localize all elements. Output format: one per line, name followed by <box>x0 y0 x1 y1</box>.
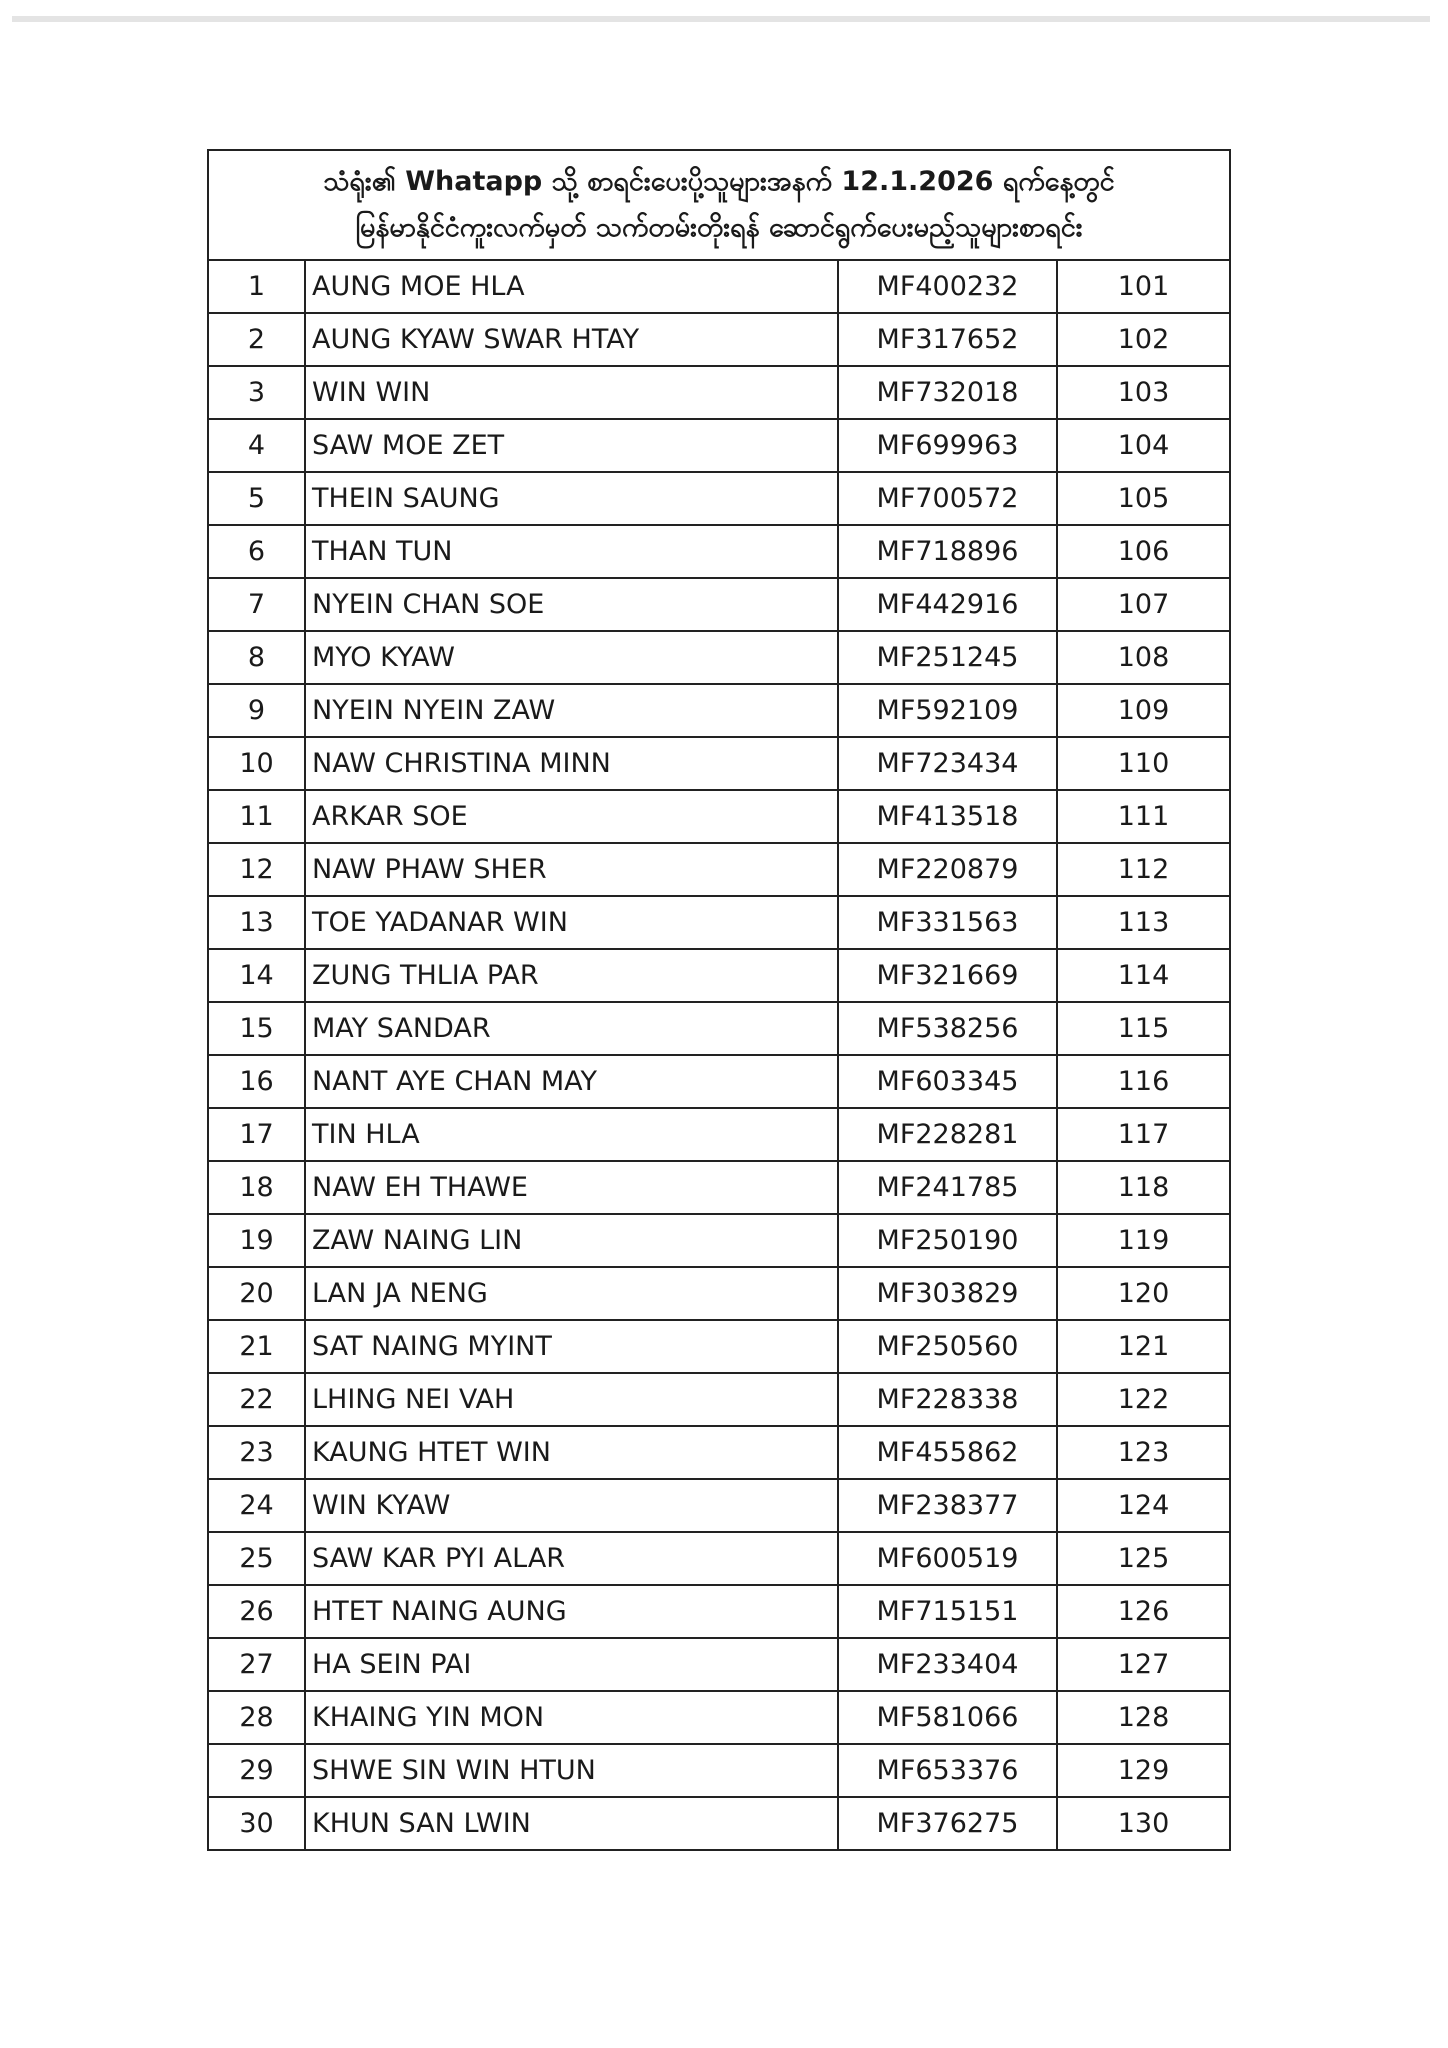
serial-number-cell: 1 <box>209 261 305 313</box>
passport-number-cell: MF317652 <box>838 313 1057 366</box>
serial-number-cell: 29 <box>209 1744 305 1797</box>
list-number-cell: 102 <box>1057 313 1229 366</box>
list-number-cell: 128 <box>1057 1691 1229 1744</box>
list-number-cell: 109 <box>1057 684 1229 737</box>
passport-number-cell: MF238377 <box>838 1479 1057 1532</box>
name-cell: WIN WIN <box>305 366 838 419</box>
passport-number-cell: MF603345 <box>838 1055 1057 1108</box>
passport-number-cell: MF600519 <box>838 1532 1057 1585</box>
name-cell: THAN TUN <box>305 525 838 578</box>
name-cell: SHWE SIN WIN HTUN <box>305 1744 838 1797</box>
passport-number-cell: MF723434 <box>838 737 1057 790</box>
list-number-cell: 111 <box>1057 790 1229 843</box>
serial-number-cell: 8 <box>209 631 305 684</box>
serial-number-cell: 12 <box>209 843 305 896</box>
table-row <box>209 1638 1229 1691</box>
list-number-cell: 126 <box>1057 1585 1229 1638</box>
passport-number-cell: MF718896 <box>838 525 1057 578</box>
serial-number-cell: 22 <box>209 1373 305 1426</box>
list-number-cell: 115 <box>1057 1002 1229 1055</box>
list-number-cell: 104 <box>1057 419 1229 472</box>
name-cell: NYEIN CHAN SOE <box>305 578 838 631</box>
table-row <box>209 419 1229 472</box>
list-number-cell: 108 <box>1057 631 1229 684</box>
applicant-list-table <box>207 149 1231 1851</box>
name-cell: HTET NAING AUNG <box>305 1585 838 1638</box>
name-cell: NAW PHAW SHER <box>305 843 838 896</box>
list-number-cell: 121 <box>1057 1320 1229 1373</box>
table-row <box>209 1161 1229 1214</box>
name-cell: HA SEIN PAI <box>305 1638 838 1691</box>
serial-number-cell: 18 <box>209 1161 305 1214</box>
serial-number-cell: 24 <box>209 1479 305 1532</box>
table-row <box>209 684 1229 737</box>
name-cell: NYEIN NYEIN ZAW <box>305 684 838 737</box>
name-cell: SAT NAING MYINT <box>305 1320 838 1373</box>
list-number-cell: 118 <box>1057 1161 1229 1214</box>
serial-number-cell: 20 <box>209 1267 305 1320</box>
list-number-cell: 113 <box>1057 896 1229 949</box>
serial-number-cell: 28 <box>209 1691 305 1744</box>
list-number-cell: 119 <box>1057 1214 1229 1267</box>
name-cell: TOE YADANAR WIN <box>305 896 838 949</box>
serial-number-cell: 30 <box>209 1797 305 1849</box>
passport-number-cell: MF376275 <box>838 1797 1057 1849</box>
serial-number-cell: 21 <box>209 1320 305 1373</box>
list-number-cell: 114 <box>1057 949 1229 1002</box>
passport-number-cell: MF250560 <box>838 1320 1057 1373</box>
passport-number-cell: MF228338 <box>838 1373 1057 1426</box>
list-number-cell: 125 <box>1057 1532 1229 1585</box>
name-cell: NAW EH THAWE <box>305 1161 838 1214</box>
passport-number-cell: MF331563 <box>838 896 1057 949</box>
table-row <box>209 1373 1229 1426</box>
table-row <box>209 1426 1229 1479</box>
table-row <box>209 1479 1229 1532</box>
passport-number-cell: MF732018 <box>838 366 1057 419</box>
name-cell: SAW KAR PYI ALAR <box>305 1532 838 1585</box>
serial-number-cell: 16 <box>209 1055 305 1108</box>
serial-number-cell: 11 <box>209 790 305 843</box>
table-row <box>209 472 1229 525</box>
list-number-cell: 112 <box>1057 843 1229 896</box>
name-cell: NANT AYE CHAN MAY <box>305 1055 838 1108</box>
name-cell: LAN JA NENG <box>305 1267 838 1320</box>
table-row <box>209 790 1229 843</box>
table-row <box>209 631 1229 684</box>
serial-number-cell: 9 <box>209 684 305 737</box>
scan-edge-line <box>12 16 1430 22</box>
serial-number-cell: 13 <box>209 896 305 949</box>
serial-number-cell: 26 <box>209 1585 305 1638</box>
table-row <box>209 1108 1229 1161</box>
table-row <box>209 1055 1229 1108</box>
list-number-cell: 122 <box>1057 1373 1229 1426</box>
name-cell: TIN HLA <box>305 1108 838 1161</box>
list-number-cell: 129 <box>1057 1744 1229 1797</box>
serial-number-cell: 19 <box>209 1214 305 1267</box>
table-row <box>209 1691 1229 1744</box>
table-row <box>209 843 1229 896</box>
name-cell: AUNG KYAW SWAR HTAY <box>305 313 838 366</box>
passport-number-cell: MF400232 <box>838 261 1057 313</box>
serial-number-cell: 15 <box>209 1002 305 1055</box>
title-line-2: မြန်မာနိုင်ငံကူးလက်မှတ် သက်တမ်းတိုးရန် ဆောင်ရွက်ပေးမည့်သူများစာရင်း <box>355 212 1083 243</box>
passport-number-cell: MF581066 <box>838 1691 1057 1744</box>
serial-number-cell: 17 <box>209 1108 305 1161</box>
table-title <box>209 151 1229 261</box>
serial-number-cell: 23 <box>209 1426 305 1479</box>
name-cell: ZUNG THLIA PAR <box>305 949 838 1002</box>
passport-number-cell: MF251245 <box>838 631 1057 684</box>
name-cell: NAW CHRISTINA MINN <box>305 737 838 790</box>
list-number-cell: 124 <box>1057 1479 1229 1532</box>
passport-number-cell: MF303829 <box>838 1267 1057 1320</box>
passport-number-cell: MF241785 <box>838 1161 1057 1214</box>
table-row <box>209 1002 1229 1055</box>
table-row <box>209 313 1229 366</box>
name-cell: SAW MOE ZET <box>305 419 838 472</box>
serial-number-cell: 2 <box>209 313 305 366</box>
name-cell: ZAW NAING LIN <box>305 1214 838 1267</box>
title-line-1: သံရုံး၏ Whatapp သို့ စာရင်းပေးပို့သူများအနက် 12.1.2026 ရက်နေ့တွင် <box>323 166 1115 197</box>
serial-number-cell: 25 <box>209 1532 305 1585</box>
name-cell: WIN KYAW <box>305 1479 838 1532</box>
list-number-cell: 116 <box>1057 1055 1229 1108</box>
passport-number-cell: MF538256 <box>838 1002 1057 1055</box>
list-number-cell: 123 <box>1057 1426 1229 1479</box>
list-number-cell: 105 <box>1057 472 1229 525</box>
name-cell: AUNG MOE HLA <box>305 261 838 313</box>
passport-number-cell: MF699963 <box>838 419 1057 472</box>
table-row <box>209 578 1229 631</box>
table-row <box>209 261 1229 313</box>
table-row <box>209 366 1229 419</box>
passport-number-cell: MF592109 <box>838 684 1057 737</box>
passport-number-cell: MF653376 <box>838 1744 1057 1797</box>
table-row <box>209 1320 1229 1373</box>
applicant-rows <box>209 261 1229 1849</box>
list-number-cell: 101 <box>1057 261 1229 313</box>
passport-number-cell: MF413518 <box>838 790 1057 843</box>
list-number-cell: 130 <box>1057 1797 1229 1849</box>
serial-number-cell: 27 <box>209 1638 305 1691</box>
name-cell: KHAING YIN MON <box>305 1691 838 1744</box>
serial-number-cell: 5 <box>209 472 305 525</box>
table-row <box>209 1214 1229 1267</box>
passport-number-cell: MF228281 <box>838 1108 1057 1161</box>
list-number-cell: 127 <box>1057 1638 1229 1691</box>
list-number-cell: 110 <box>1057 737 1229 790</box>
list-number-cell: 107 <box>1057 578 1229 631</box>
passport-number-cell: MF715151 <box>838 1585 1057 1638</box>
table-row <box>209 1585 1229 1638</box>
table-row <box>209 1267 1229 1320</box>
serial-number-cell: 4 <box>209 419 305 472</box>
name-cell: LHING NEI VAH <box>305 1373 838 1426</box>
passport-number-cell: MF220879 <box>838 843 1057 896</box>
passport-number-cell: MF442916 <box>838 578 1057 631</box>
table-row <box>209 949 1229 1002</box>
name-cell: THEIN SAUNG <box>305 472 838 525</box>
serial-number-cell: 3 <box>209 366 305 419</box>
passport-number-cell: MF700572 <box>838 472 1057 525</box>
name-cell: KAUNG HTET WIN <box>305 1426 838 1479</box>
table-row <box>209 1797 1229 1849</box>
passport-number-cell: MF250190 <box>838 1214 1057 1267</box>
passport-number-cell: MF455862 <box>838 1426 1057 1479</box>
table-row <box>209 737 1229 790</box>
table-row <box>209 896 1229 949</box>
serial-number-cell: 6 <box>209 525 305 578</box>
list-number-cell: 117 <box>1057 1108 1229 1161</box>
list-number-cell: 106 <box>1057 525 1229 578</box>
table-row <box>209 1744 1229 1797</box>
name-cell: KHUN SAN LWIN <box>305 1797 838 1849</box>
name-cell: MAY SANDAR <box>305 1002 838 1055</box>
serial-number-cell: 14 <box>209 949 305 1002</box>
serial-number-cell: 10 <box>209 737 305 790</box>
table-row <box>209 525 1229 578</box>
list-number-cell: 103 <box>1057 366 1229 419</box>
passport-number-cell: MF321669 <box>838 949 1057 1002</box>
list-number-cell: 120 <box>1057 1267 1229 1320</box>
table-row <box>209 1532 1229 1585</box>
passport-number-cell: MF233404 <box>838 1638 1057 1691</box>
name-cell: ARKAR SOE <box>305 790 838 843</box>
name-cell: MYO KYAW <box>305 631 838 684</box>
serial-number-cell: 7 <box>209 578 305 631</box>
